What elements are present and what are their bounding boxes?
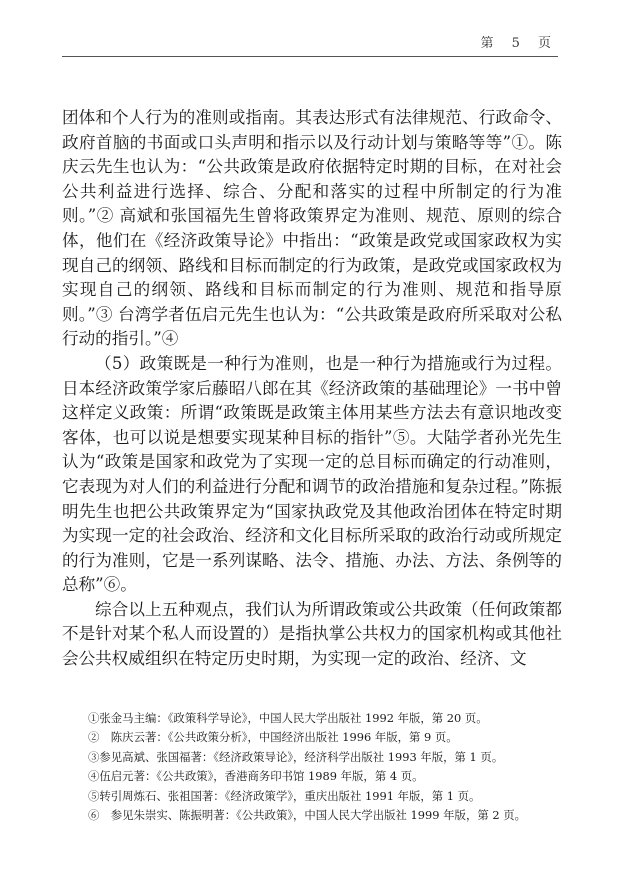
footnote: ③参见高斌、张国福著：《经济政策导论》，经济科学出版社 1993 年版，第 1 页。 — [88, 749, 504, 764]
footnote: ④伍启元著：《公共政策》，香港商务印书馆 1989 年版，第 4 页。 — [88, 769, 424, 784]
footnotes — [88, 709, 568, 825]
page-number: 第 5 页 — [480, 36, 558, 51]
paragraph: 综合以上五种观点，我们认为所谓政策或公共政策（任何政策都不是针对某个私人而设置的）是指执掌公共权力的国家机构或其他社会公共权威组织在特定历史时期，为实现一定的政治、经济、文 — [62, 599, 562, 669]
footnote: ①张金马主编：《政策科学导论》，中国人民大学出版社 1992 年版，第 20 页。 — [88, 711, 488, 725]
paragraph: （5）政策既是一种行为准则，也是一种行为措施或行为过程。日本经济政策学家后藤昭八郎在其《经济政策的基础理论》一书中曾这样定义政策：所谓“政策既是政策主体用某些方法去有意识地改变客体，也可以说是想要实现某种目标的指针”⑤。大陆学者孙光先生认为“政策是国家和政党为了实现一定的总目标而确定的行动准则，它表现为对人们的利益进行分配和调节的政治措施和复杂过程。”陈振明先生也把公共政策界定为“国家执政党及其他政治团体在特定时期为实现一定的社会政治、经济和文化目标所采取的政治行动或所规定的行为准则，它是一系列谋略、法令、措施、办法、方法、条例等的总称”⑥。 — [62, 353, 562, 595]
footnote: ⑥ 参见朱崇实、陈振明著：《公共政策》，中国人民大学出版社 1999 年版，第 2 页。 — [88, 808, 526, 823]
page-header — [62, 26, 558, 57]
footnote: ⑤转引周炼石、张祖国著：《经济政策学》，重庆出版社 1991 年版，第 1 页。 — [88, 788, 481, 803]
body-text — [62, 106, 562, 672]
footnote: ② 陈庆云著：《公共政策分析》，中国经济出版社 1996 年版，第 9 页。 — [88, 730, 458, 745]
paragraph: 团体和个人行为的准则或指南。其表达形式有法律规范、行政命令、政府首脑的书面或口头声明和指示以及行动计划与策略等等”①。陈庆云先生也认为：“公共政策是政府依据特定时期的目标，在对社会公共利益进行选择、综合、分配和落实的过程中所制定的行为准则。”② 高斌和张国福先生曾将政策界定为准则、规范、原则的综合体，他们在《经济政策导论》中指出：“政策是政党或国家政权为实现自己的纲领、路线和目标而制定的行为政策，是政党或国家政权为实现自己的纲领、路线和目标而制定的行为准则、规范和指导原则。”③ 台湾学者伍启元先生也认为：“公共政策是政府所采取对公私行动的指引。”④ — [62, 108, 562, 349]
